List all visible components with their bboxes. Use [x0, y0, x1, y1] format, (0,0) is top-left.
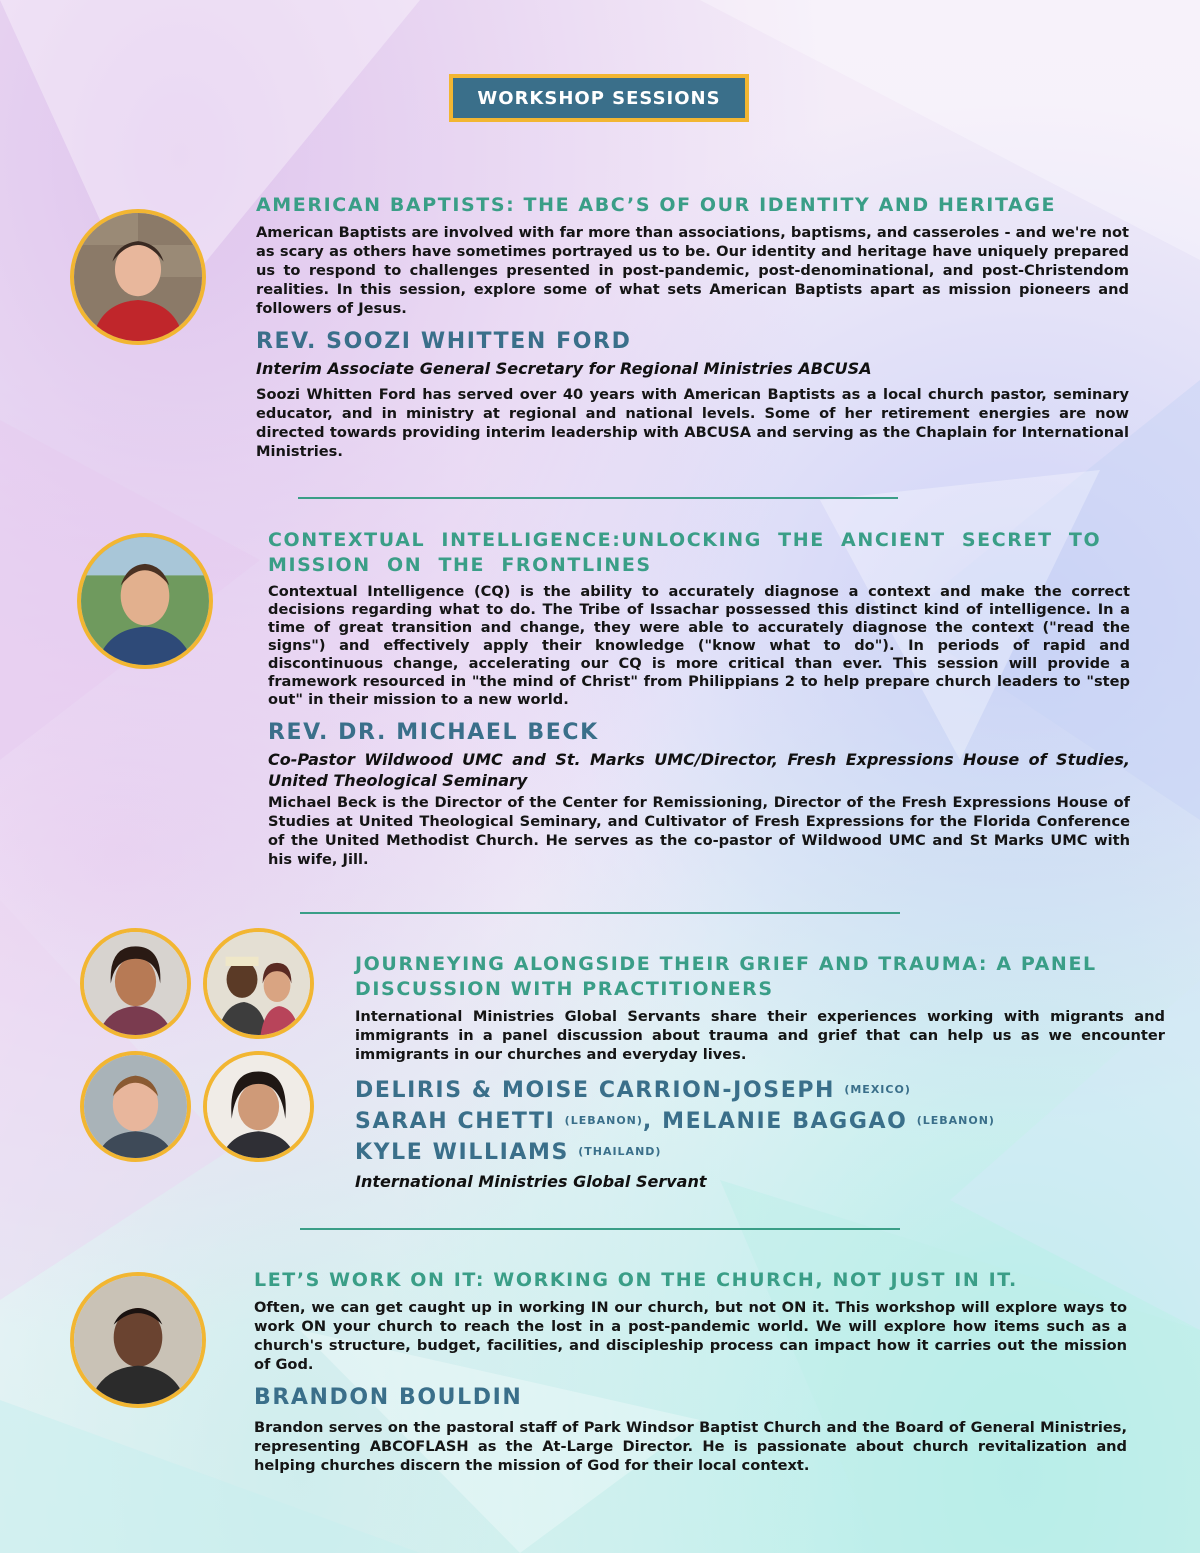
speaker-names-line-2 — [355, 1107, 1165, 1136]
speaker-photo-kyle — [80, 1051, 191, 1162]
session-title: JOURNEYING ALONGSIDE THEIR GRIEF AND TRAUMA: A PANEL DISCUSSION WITH PRACTITIONERS — [355, 953, 1097, 1000]
person-avatar-icon — [74, 213, 202, 341]
speaker-name: SARAH CHETTI — [355, 1109, 556, 1134]
session-title: LET’S WORK ON IT: WORKING ON THE CHURCH, NOT JUST IN IT. — [254, 1269, 1018, 1291]
speaker-name: , MELANIE BAGGAO — [642, 1109, 908, 1134]
person-avatar-icon — [81, 537, 209, 665]
speaker-role: Co-Pastor Wildwood UMC and St. Marks UMC/Director, Fresh Expressions House of Studies, United Theological Seminary — [268, 750, 1130, 790]
speaker-role: International Ministries Global Servant — [355, 1172, 707, 1191]
person-avatar-icon — [84, 932, 187, 1035]
speaker-photo-soozi — [70, 209, 206, 345]
speaker-names-line-3 — [355, 1138, 1165, 1167]
person-avatar-icon — [207, 932, 310, 1035]
session-title: CONTEXTUAL INTELLIGENCE:UNLOCKING THE ANCIENT SECRET TO MISSION ON THE FRONTLINES — [268, 529, 1102, 576]
session-description: International Ministries Global Servants share their experiences working with migrants and immigrants in a panel discussion about trauma and grief that can help us as we encounter immigrants in our churches and everyday lives. — [355, 1008, 1165, 1063]
speaker-name: KYLE WILLIAMS — [355, 1140, 569, 1165]
session-1 — [256, 193, 1129, 461]
speaker-names-line-1 — [355, 1076, 1165, 1105]
speaker-country: (LEBANON) — [564, 1114, 643, 1127]
speaker-photo-deliris — [80, 928, 191, 1039]
speaker-country: (MEXICO) — [844, 1083, 911, 1096]
speaker-photo-brandon — [70, 1272, 206, 1408]
speaker-country: (THAILAND) — [578, 1145, 662, 1158]
session-4 — [254, 1268, 1127, 1475]
speaker-photo-moise — [203, 928, 314, 1039]
section-divider — [298, 497, 898, 499]
section-divider — [300, 912, 900, 914]
session-description: Often, we can get caught up in working IN our church, but not ON it. This workshop will explore ways to work ON your church to reach the lost in a post-pandemic world. We will explore how items such as a church's structure, budget, facilities, and discipleship process can impact how it carries out the mission of God. — [254, 1299, 1127, 1373]
speaker-name: REV. DR. MICHAEL BECK — [268, 720, 599, 745]
speaker-name: BRANDON BOULDIN — [254, 1385, 523, 1410]
person-avatar-icon — [207, 1055, 310, 1158]
speaker-name: REV. SOOZI WHITTEN FORD — [256, 329, 632, 354]
workshop-sessions-badge: WORKSHOP SESSIONS — [449, 74, 749, 122]
session-3 — [355, 952, 1165, 1192]
session-2 — [268, 528, 1130, 869]
person-avatar-icon — [84, 1055, 187, 1158]
speaker-photo-melanie — [203, 1051, 314, 1162]
speaker-name: DELIRIS & MOISE CARRION-JOSEPH — [355, 1078, 836, 1103]
section-divider — [300, 1228, 900, 1230]
session-description: Contextual Intelligence (CQ) is the ability to accurately diagnose a context and make the correct decisions regarding what to do. The Tribe of Issachar possessed this distinct kind of intelligence. In a time of great transition and change, they were able to accurately diagnose the context ("read the signs") and effectively apply their knowledge ("know what to do"). In periods of rapid and discontinuous change, accelerating our CQ is more critical than ever. This session will provide a framework resourced in "the mind of Christ" from Philippians 2 to help prepare church leaders to "step out" in their mission to a new world. — [268, 583, 1130, 708]
speaker-bio: Michael Beck is the Director of the Center for Remissioning, Director of the Fresh Expressions House of Studies at United Theological Seminary, and Cultivator of Fresh Expressions for the Florida Conference of the United Methodist Church. He serves as the co-pastor of Wildwood UMC and St Marks UMC with his wife, Jill. — [268, 794, 1130, 868]
session-title: AMERICAN BAPTISTS: THE ABC’S OF OUR IDENTITY AND HERITAGE — [256, 194, 1057, 216]
speaker-bio: Brandon serves on the pastoral staff of Park Windsor Baptist Church and the Board of General Ministries, representing ABCOFLASH as the At-Large Director. He is passionate about church revitalization and helping churches discern the mission of God for their local context. — [254, 1419, 1127, 1474]
session-description: American Baptists are involved with far more than associations, baptisms, and casseroles - and we're not as scary as others have sometimes portrayed us to be. Our identity and heritage have uniquely prepared us to respond to challenges presented in post-pandemic, post-denominational, and post-Christendom realities. In this session, explore some of what sets American Baptists apart as mission pioneers and followers of Jesus. — [256, 224, 1129, 317]
speaker-bio: Soozi Whitten Ford has served over 40 years with American Baptists as a local church pastor, seminary educator, and in ministry at regional and national levels. Some of her retirement energies are now directed towards providing interim leadership with ABCUSA and serving as the Chaplain for International Ministries. — [256, 386, 1129, 460]
speaker-country: (LEBANON) — [916, 1114, 995, 1127]
speaker-role: Interim Associate General Secretary for Regional Ministries ABCUSA — [256, 359, 872, 378]
person-avatar-icon — [74, 1276, 202, 1404]
speaker-photo-michael — [77, 533, 213, 669]
